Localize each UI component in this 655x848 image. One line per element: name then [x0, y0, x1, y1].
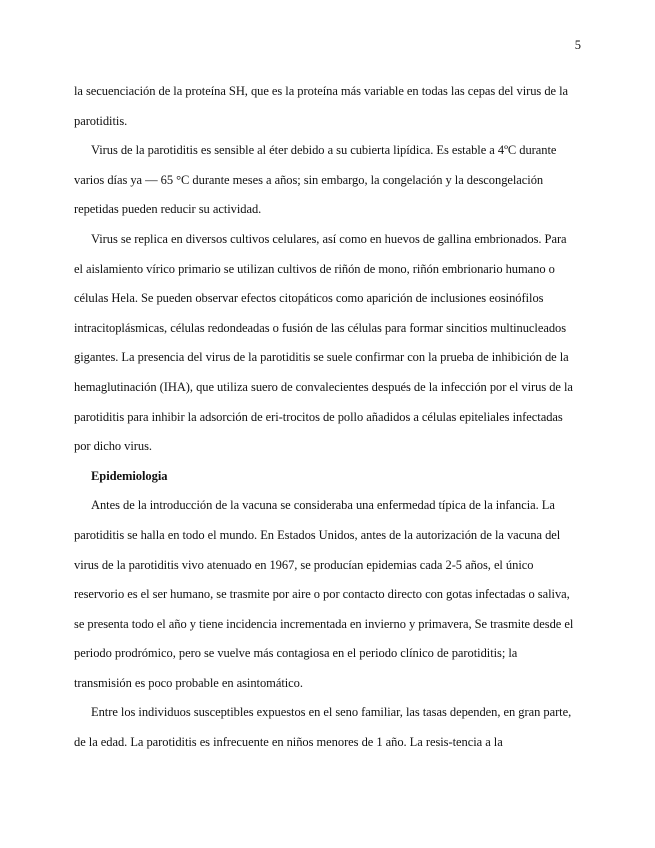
page-number: 5 — [574, 38, 581, 52]
body-text — [74, 77, 577, 758]
paragraph-virus-replication: Virus se replica en diversos cultivos celulares, así como en huevos de gallina embrionados. Para el aislamiento vírico primario se utilizan cultivos de riñón de mono, riñón embrionario humano o células Hela. Se pueden observar efectos citopáticos como aparición de inclusiones eosinófilos intracitoplásmicas, células redondeadas o fusión de las células para formar sincitios multinucleados gigantes. La presencia del virus de la parotiditis se suele confirmar con la prueba de inhibición de la hemaglutinación (IHA), que utiliza suero de convalecientes después de la infección por el virus de la parotiditis para inhibir la adsorción de eri-trocitos de pollo añadidos a células epiteliales infectadas por dicho virus. — [74, 231, 573, 454]
section-heading-epidemiologia: Epidemiologia — [91, 468, 168, 483]
paragraph-virus-sensitivity: Virus de la parotiditis es sensible al éter debido a su cubierta lipídica. Es estable a 4ºC durante varios días ya — 65 °C durante meses a años; sin embargo, la congelación y la descongelación repetidas pueden reducir su actividad. — [74, 143, 557, 217]
paragraph-susceptible-individuals: Entre los individuos susceptibles expuestos en el seno familiar, las tasas dependen, en gran parte, de la edad. La parotiditis es infrecuente en niños menores de 1 año. La resis-tencia a la — [74, 705, 572, 750]
paragraph-continuation: la secuenciación de la proteína SH, que es la proteína más variable en todas las cepas del virus de la parotiditis. — [74, 84, 569, 128]
paragraph-epidemiology: Antes de la introducción de la vacuna se consideraba una enfermedad típica de la infancia. La parotiditis se halla en todo el mundo. En Estados Unidos, antes de la autorización de la vacuna del virus de la parotiditis vivo atenuado en 1967, se producían epidemias cada 2-5 años, el único reservorio es el ser humano, se trasmite por aire o por contacto directo con gotas infectadas o saliva, se presenta todo el año y tiene incidencia incrementada en invierno y primavera, Se trasmite desde el periodo prodrómico, pero se vuelve más contagiosa en el periodo clínico de parotiditis; la transmisión es poco probable en asintomático. — [74, 498, 574, 690]
